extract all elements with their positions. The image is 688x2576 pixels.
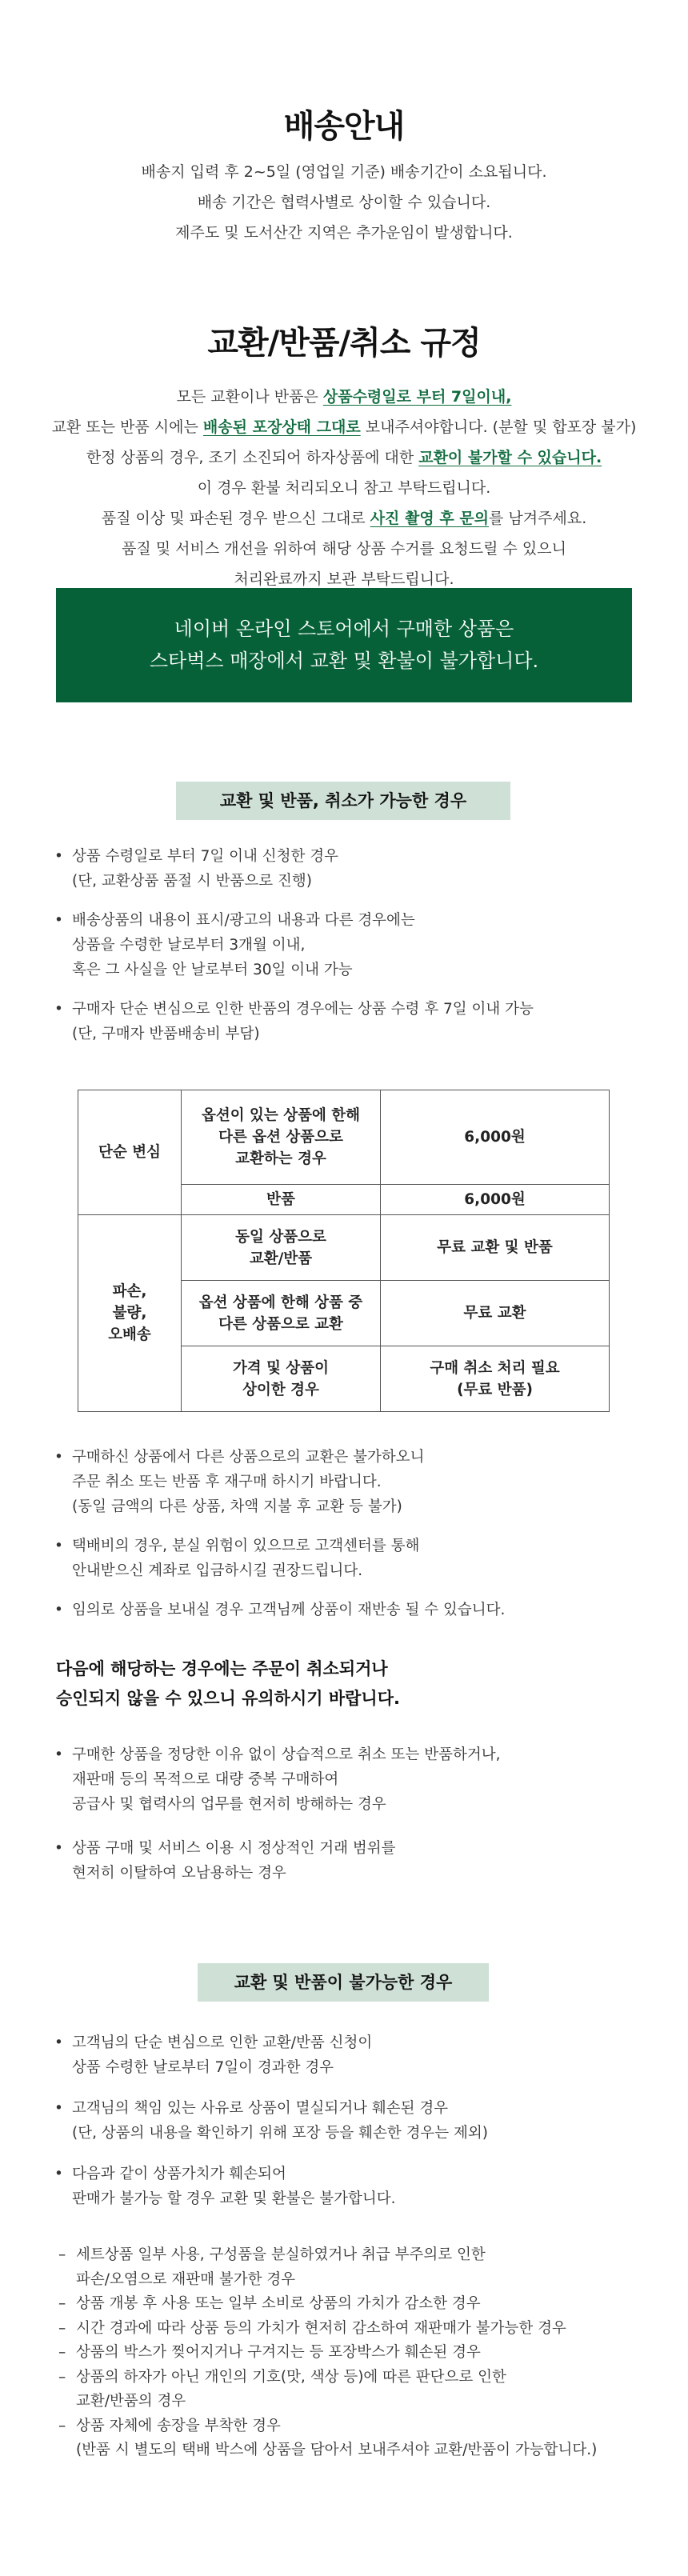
shipping-line: 제주도 및 도서산간 지역은 추가운임이 발생합니다. xyxy=(175,224,513,242)
policy-line: 품질 및 서비스 개선을 위하여 해당 상품 수거를 요청드릴 수 있으니 xyxy=(122,540,566,558)
list-item: • 다음과 같이 상품가치가 훼손되어 판매가 불가능 할 경우 교환 및 환불은 불가합니다. xyxy=(54,2162,646,2211)
table-cell: 옵션이 있는 상품에 한해 다른 옵션 상품으로 교환하는 경우 xyxy=(182,1090,381,1185)
list-item: – 상품 개봉 후 사용 또는 일부 소비로 상품의 가치가 감소한 경우 xyxy=(58,2292,682,2317)
policy-info xyxy=(0,382,688,594)
warning-text: 다음에 해당하는 경우에는 주문이 취소되거나 승인되지 않을 수 있으니 유의하시기 바랍니다. xyxy=(56,1659,400,1708)
highlight-text: 상품수령일로 부터 7일이내, xyxy=(322,388,512,406)
table-row xyxy=(78,1090,610,1185)
policy-title: 교환/반품/취소 규정 xyxy=(207,325,481,362)
policy-line: 교환 또는 반품 시에는 배송된 포장상태 그대로 보내주셔야합니다. (분할 및 합포장 불가) xyxy=(51,418,637,436)
highlight-text: 사진 촬영 후 문의 xyxy=(370,510,490,527)
table-cell: 무료 교환 및 반품 xyxy=(381,1215,610,1281)
table-cell: 6,000원 xyxy=(381,1185,610,1215)
table-cell: 옵션 상품에 한해 상품 중 다른 상품으로 교환 xyxy=(182,1281,381,1346)
table-cell: 무료 교환 xyxy=(381,1281,610,1346)
impossible-cases-list xyxy=(54,2030,646,2211)
policy-line: 한정 상품의 경우, 조기 소진되어 하자상품에 대한 교환이 불가할 수 있습니다. xyxy=(86,449,602,466)
shipping-info xyxy=(0,157,688,248)
table-cell: 반품 xyxy=(182,1185,381,1215)
list-item: • 구매한 상품을 정당한 이유 없이 상습적으로 취소 또는 반품하거나, 재판매 등의 목적으로 대량 중복 구매하여 공급사 및 협력사의 업무를 현저히 방해하는 경우 xyxy=(54,1742,646,1817)
table-cell: 단순 변심 xyxy=(78,1090,182,1215)
possible-cases-heading: 교환 및 반품, 취소가 가능한 경우 xyxy=(176,782,510,820)
policy-line: 처리완료까지 보관 부탁드립니다. xyxy=(234,570,454,588)
possible-cases-list xyxy=(54,844,646,1046)
impossible-cases-heading: 교환 및 반품이 불가능한 경우 xyxy=(198,1963,489,2002)
policy-line: 품질 이상 및 파손된 경우 받으신 그대로 사진 촬영 후 문의를 남겨주세요. xyxy=(101,510,587,527)
list-item: • 고객님의 단순 변심으로 인한 교환/반품 신청이 상품 수령한 날로부터 7일이 경과한 경우 xyxy=(54,2030,646,2080)
list-item: • 구매하신 상품에서 다른 상품으로의 교환은 불가하오니 주문 취소 또는 반품 후 재구매 하시기 바랍니다. (동일 금액의 다른 상품, 차액 지불 후 교환 등 불가) xyxy=(54,1445,646,1519)
shipping-line: 배송 기간은 협력사별로 상이할 수 있습니다. xyxy=(197,194,491,211)
list-item: – 상품 자체에 송장을 부착한 경우 (반품 시 별도의 택배 박스에 상품을 담아서 보내주셔야 교환/반품이 가능합니다.) xyxy=(58,2414,682,2463)
banner-line: 네이버 온라인 스토어에서 구매한 상품은 xyxy=(174,618,514,640)
impossible-detail-list xyxy=(58,2243,682,2463)
list-item: • 고객님의 책임 있는 사유로 상품이 멸실되거나 훼손된 경우 (단, 상품의 내용을 확인하기 위해 포장 등을 훼손한 경우는 제외) xyxy=(54,2096,646,2146)
notice-banner xyxy=(56,588,632,702)
fee-table xyxy=(78,1090,610,1412)
shipping-title: 배송안내 xyxy=(283,108,405,145)
policy-line: 모든 교환이나 반품은 상품수령일로 부터 7일이내, xyxy=(176,388,512,406)
list-item: • 상품 구매 및 서비스 이용 시 정상적인 거래 범위를 현저히 이탈하여 오남용하는 경우 xyxy=(54,1836,646,1886)
list-item: • 택배비의 경우, 분실 위험이 있으므로 고객센터를 통해 안내받으신 계좌로 입금하시길 권장드립니다. xyxy=(54,1534,646,1583)
list-item: – 세트상품 일부 사용, 구성품을 분실하였거나 취급 부주의로 인한 파손/오염으로 재판매 불가한 경우 xyxy=(58,2243,682,2292)
list-item: • 배송상품의 내용이 표시/광고의 내용과 다른 경우에는 상품을 수령한 날로부터 3개월 이내, 혹은 그 사실을 안 날로부터 30일 이내 가능 xyxy=(54,908,646,982)
list-item: – 상품의 박스가 찢어지거나 구겨지는 등 포장박스가 훼손된 경우 xyxy=(58,2341,682,2366)
shipping-line: 배송지 입력 후 2~5일 (영업일 기준) 배송기간이 소요됩니다. xyxy=(141,163,547,181)
warning-list xyxy=(54,1742,646,1886)
highlight-text: 교환이 불가할 수 있습니다. xyxy=(418,449,602,466)
table-cell: 가격 및 상품이 상이한 경우 xyxy=(182,1346,381,1412)
table-cell: 구매 취소 처리 필요 (무료 반품) xyxy=(381,1346,610,1412)
notes-list xyxy=(54,1445,646,1622)
table-cell: 6,000원 xyxy=(381,1090,610,1185)
list-item: – 시간 경과에 따라 상품 등의 가치가 현저히 감소하여 재판매가 불가능한 경우 xyxy=(58,2317,682,2342)
table-cell: 파손, 불량, 오배송 xyxy=(78,1215,182,1412)
table-cell: 동일 상품으로 교환/반품 xyxy=(182,1215,381,1281)
list-item: – 상품의 하자가 아닌 개인의 기호(맛, 색상 등)에 따른 판단으로 인한 교환/반품의 경우 xyxy=(58,2366,682,2414)
list-item: • 구매자 단순 변심으로 인한 반품의 경우에는 상품 수령 후 7일 이내 가능 (단, 구매자 반품배송비 부담) xyxy=(54,997,646,1046)
banner-line: 스타벅스 매장에서 교환 및 환불이 불가합니다. xyxy=(149,650,539,672)
table-row xyxy=(78,1215,610,1281)
list-item: • 상품 수령일로 부터 7일 이내 신청한 경우 (단, 교환상품 품절 시 반품으로 진행) xyxy=(54,844,646,894)
highlight-text: 배송된 포장상태 그대로 xyxy=(202,418,361,436)
policy-line: 이 경우 환불 처리되오니 참고 부탁드립니다. xyxy=(197,479,491,497)
list-item: • 임의로 상품을 보내실 경우 고객님께 상품이 재반송 될 수 있습니다. xyxy=(54,1598,646,1622)
